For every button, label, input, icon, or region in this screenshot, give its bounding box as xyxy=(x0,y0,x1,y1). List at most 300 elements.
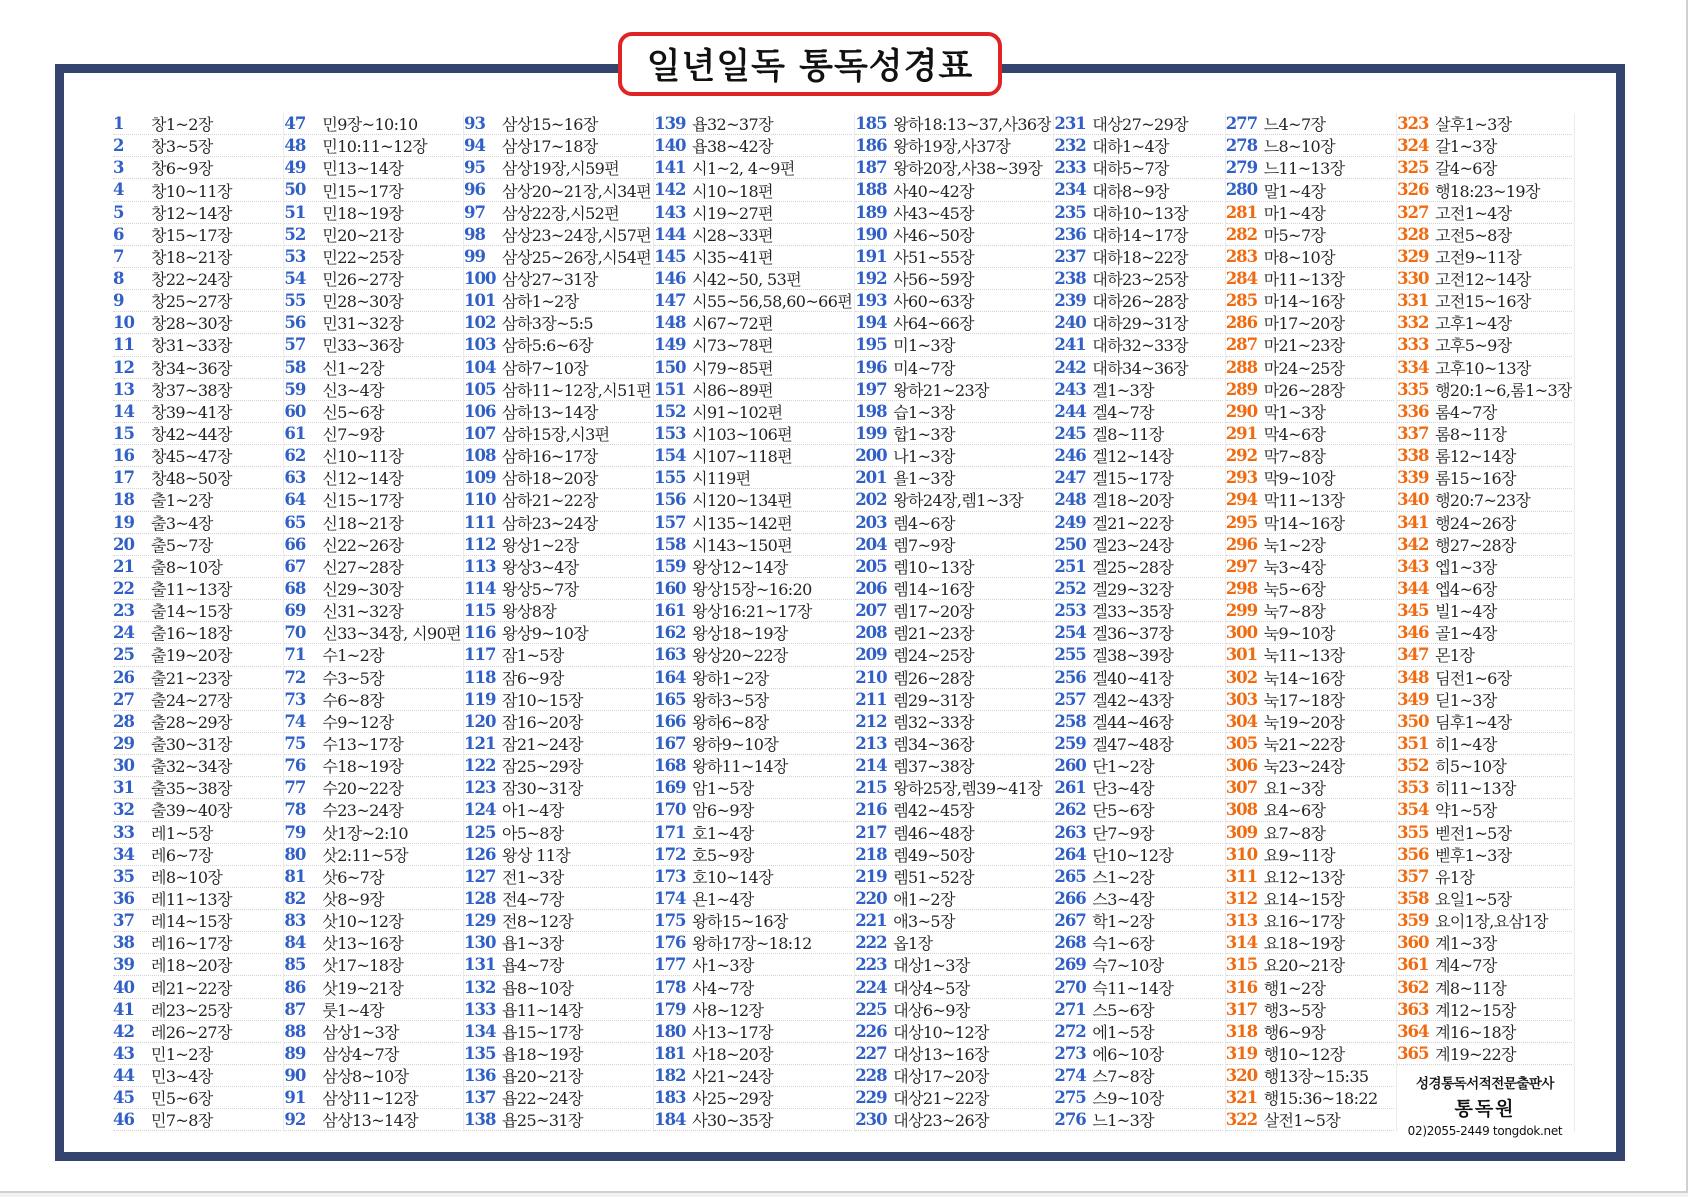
day-number: 217 xyxy=(855,822,887,842)
day-entry xyxy=(1397,179,1572,201)
reading-range: 민13~14장 xyxy=(322,159,404,179)
reading-range: 삼하13~14장 xyxy=(502,402,598,422)
day-entry xyxy=(464,954,651,976)
reading-range: 사13~17장 xyxy=(692,1022,773,1042)
reading-range: 겔47~48장 xyxy=(1092,735,1174,755)
reading-range: 삼상27~31장 xyxy=(502,270,598,290)
day-entry xyxy=(1397,932,1572,954)
reading-range: 딤후1~4장 xyxy=(1435,712,1512,732)
reading-range: 레1~5장 xyxy=(151,823,213,843)
reading-range: 민10:11~12장 xyxy=(322,137,428,157)
plan-column xyxy=(113,113,284,1132)
day-entry xyxy=(654,534,852,556)
reading-range: 히1~4장 xyxy=(1435,735,1497,755)
day-number: 26 xyxy=(113,667,134,687)
day-number: 346 xyxy=(1397,623,1429,643)
day-entry xyxy=(464,932,651,954)
reading-range: 왕상20~22장 xyxy=(692,646,788,666)
reading-range: 출30~31장 xyxy=(151,735,232,755)
reading-range: 사43~45장 xyxy=(893,203,975,223)
day-entry xyxy=(284,755,461,777)
day-entry xyxy=(654,689,852,711)
day-number: 72 xyxy=(284,667,306,687)
day-number: 233 xyxy=(1054,158,1086,178)
day-number: 5 xyxy=(113,202,124,222)
day-entry xyxy=(855,954,1051,976)
day-number: 4 xyxy=(113,180,124,200)
day-entry xyxy=(855,224,1051,246)
reading-range: 요18~19장 xyxy=(1263,934,1345,954)
reading-range: 미1~3장 xyxy=(893,336,955,356)
reading-range: 레8~10장 xyxy=(151,867,223,887)
day-entry xyxy=(1054,999,1222,1021)
reading-range: 대상13~16장 xyxy=(893,1044,989,1064)
day-number: 138 xyxy=(464,1110,496,1130)
reading-range: 왕하19장,사37장 xyxy=(893,137,1011,157)
day-entry xyxy=(1054,467,1222,489)
reading-range: 렘21~23장 xyxy=(893,624,975,644)
day-number: 161 xyxy=(654,601,686,621)
reading-range: 레26~27장 xyxy=(151,1022,232,1042)
day-number: 364 xyxy=(1397,1021,1429,1041)
reading-range: 시119편 xyxy=(692,469,751,489)
reading-range: 대하10~13장 xyxy=(1092,203,1189,223)
day-number: 232 xyxy=(1054,136,1086,156)
reading-range: 왕하18:13~37,사36장 xyxy=(893,115,1052,135)
day-entry xyxy=(855,290,1051,312)
day-entry xyxy=(654,954,852,976)
day-number: 84 xyxy=(284,933,306,953)
day-entry xyxy=(464,290,651,312)
reading-range: 창22~24장 xyxy=(151,270,232,290)
reading-range: 민5~6장 xyxy=(151,1089,213,1109)
reading-range: 창45~47장 xyxy=(151,447,232,467)
reading-range: 출14~15장 xyxy=(151,602,232,622)
reading-range: 마8~10장 xyxy=(1263,247,1335,267)
day-entry xyxy=(1226,866,1394,888)
day-number: 174 xyxy=(654,888,686,908)
day-entry xyxy=(1226,999,1394,1021)
day-entry xyxy=(1226,1109,1394,1131)
day-entry xyxy=(654,268,852,290)
day-number: 189 xyxy=(855,202,887,222)
day-entry xyxy=(1397,755,1572,777)
day-number: 262 xyxy=(1054,800,1086,820)
reading-range: 시55~56,58,60~66편 xyxy=(692,292,853,312)
day-entry xyxy=(113,379,281,401)
day-entry xyxy=(855,622,1051,644)
day-number: 47 xyxy=(284,114,306,134)
day-entry xyxy=(654,157,852,179)
reading-range: 욥11~14장 xyxy=(502,1000,583,1020)
day-entry xyxy=(113,357,281,379)
reading-range: 스5~6장 xyxy=(1092,1000,1155,1020)
day-entry xyxy=(1226,157,1394,179)
day-number: 296 xyxy=(1225,534,1258,554)
reading-range: 창18~21장 xyxy=(151,247,232,267)
plan-column xyxy=(855,113,1054,1132)
reading-range: 사40~42장 xyxy=(893,181,975,201)
reading-range: 창34~36장 xyxy=(151,358,232,378)
day-number: 8 xyxy=(113,269,124,289)
day-number: 293 xyxy=(1225,468,1258,488)
day-entry xyxy=(464,179,651,201)
day-number: 279 xyxy=(1225,158,1258,178)
day-number: 306 xyxy=(1225,756,1258,776)
reading-range: 신1~2장 xyxy=(322,358,385,378)
plan-column xyxy=(284,113,464,1132)
day-entry xyxy=(654,932,852,954)
day-number: 129 xyxy=(464,911,496,931)
day-number: 298 xyxy=(1225,579,1258,599)
day-number: 349 xyxy=(1397,689,1429,709)
day-number: 150 xyxy=(654,357,686,377)
day-number: 97 xyxy=(464,202,485,222)
day-number: 144 xyxy=(654,224,686,244)
reading-range: 대하23~25장 xyxy=(1092,270,1189,290)
day-number: 156 xyxy=(654,490,686,510)
reading-range: 잠16~20장 xyxy=(502,712,583,732)
day-entry xyxy=(1054,268,1222,290)
reading-range: 나1~3장 xyxy=(893,447,955,467)
reading-range: 행6~9장 xyxy=(1263,1022,1326,1042)
day-number: 44 xyxy=(113,1066,134,1086)
day-number: 34 xyxy=(113,844,134,864)
day-number: 85 xyxy=(284,955,306,975)
day-number: 273 xyxy=(1054,1043,1086,1063)
day-entry xyxy=(284,866,461,888)
day-entry xyxy=(654,445,852,467)
day-number: 338 xyxy=(1397,446,1429,466)
reading-range: 겔42~43장 xyxy=(1092,690,1174,710)
reading-range: 아1~4장 xyxy=(502,801,564,821)
day-entry xyxy=(464,135,651,157)
day-entry xyxy=(1054,777,1222,799)
reading-range: 사8~12장 xyxy=(692,1000,764,1020)
day-number: 152 xyxy=(654,401,686,421)
day-entry xyxy=(1226,556,1394,578)
day-entry xyxy=(1226,401,1394,423)
day-entry xyxy=(464,312,651,334)
day-entry xyxy=(284,445,461,467)
plan-column xyxy=(1397,113,1575,1132)
day-number: 153 xyxy=(654,424,686,444)
day-number: 28 xyxy=(113,711,134,731)
day-entry xyxy=(284,290,461,312)
reading-range: 욥1~3장 xyxy=(502,934,564,954)
day-number: 328 xyxy=(1397,224,1429,244)
day-number: 243 xyxy=(1054,379,1086,399)
day-entry xyxy=(464,888,651,910)
day-entry xyxy=(1397,777,1572,799)
reading-range: 대상23~26장 xyxy=(893,1111,989,1131)
reading-range: 렘42~45장 xyxy=(893,801,975,821)
day-entry xyxy=(1226,467,1394,489)
reading-range: 계8~11장 xyxy=(1435,978,1507,998)
reading-range: 신27~28장 xyxy=(322,557,404,577)
reading-range: 욥22~24장 xyxy=(502,1089,583,1109)
reading-range: 신5~6장 xyxy=(322,402,385,422)
day-number: 227 xyxy=(855,1043,887,1063)
reading-range: 전4~7장 xyxy=(502,890,564,909)
day-entry xyxy=(654,622,852,644)
reading-range: 왕하3~5장 xyxy=(692,690,769,710)
reading-range: 눅9~10장 xyxy=(1263,624,1335,644)
reading-range: 출28~29장 xyxy=(151,712,232,732)
reading-range: 사64~66장 xyxy=(893,314,975,334)
day-number: 21 xyxy=(113,556,134,576)
day-number: 167 xyxy=(654,734,686,753)
reading-range: 벧전1~5장 xyxy=(1435,823,1512,843)
day-entry xyxy=(1226,334,1394,356)
day-number: 257 xyxy=(1054,689,1086,709)
reading-range: 겔36~37장 xyxy=(1092,624,1174,644)
day-number: 172 xyxy=(654,844,686,864)
reading-range: 단10~12장 xyxy=(1092,845,1174,865)
day-number: 344 xyxy=(1397,579,1429,599)
day-number: 206 xyxy=(855,579,887,599)
reading-range: 대상21~22장 xyxy=(893,1089,989,1109)
day-number: 365 xyxy=(1397,1043,1429,1063)
day-number: 106 xyxy=(464,401,496,421)
day-number: 160 xyxy=(654,579,686,599)
day-entry xyxy=(1226,644,1394,666)
day-entry xyxy=(1397,733,1572,755)
day-entry xyxy=(855,844,1051,866)
reading-range: 수9~12장 xyxy=(322,712,394,732)
day-number: 111 xyxy=(464,512,496,532)
day-number: 202 xyxy=(855,490,887,510)
reading-range: 렘4~6장 xyxy=(893,513,955,533)
reading-range: 행24~26장 xyxy=(1435,513,1516,533)
reading-range: 대상27~29장 xyxy=(1092,115,1189,135)
day-number: 201 xyxy=(855,468,887,488)
day-entry xyxy=(1226,932,1394,954)
day-number: 65 xyxy=(284,512,306,532)
day-number: 123 xyxy=(464,778,496,798)
day-number: 10 xyxy=(113,313,134,333)
day-number: 162 xyxy=(654,623,686,643)
reading-range: 창37~38장 xyxy=(151,380,232,400)
reading-range: 고전15~16장 xyxy=(1435,292,1531,312)
reading-range: 창25~27장 xyxy=(151,292,232,312)
day-number: 125 xyxy=(464,822,496,842)
day-number: 309 xyxy=(1225,822,1258,842)
day-number: 89 xyxy=(284,1043,306,1063)
day-entry xyxy=(1226,711,1394,733)
day-entry xyxy=(284,312,461,334)
reading-range: 민9장~10:10 xyxy=(322,115,418,135)
reading-range: 요1~3장 xyxy=(1263,779,1326,799)
day-number: 259 xyxy=(1054,734,1086,753)
day-number: 38 xyxy=(113,933,134,953)
day-entry xyxy=(855,534,1051,556)
reading-range: 삼하5:6~6장 xyxy=(502,336,593,356)
reading-range: 창6~9장 xyxy=(151,159,213,179)
day-number: 22 xyxy=(113,579,134,599)
day-entry xyxy=(1054,246,1222,268)
day-number: 278 xyxy=(1225,136,1258,156)
reading-range: 고전12~14장 xyxy=(1435,270,1531,290)
reading-range: 삿17~18장 xyxy=(322,956,404,976)
day-entry xyxy=(1226,224,1394,246)
day-number: 310 xyxy=(1225,844,1258,864)
day-entry xyxy=(1226,755,1394,777)
day-entry xyxy=(1397,910,1572,932)
day-number: 146 xyxy=(654,269,686,289)
day-entry xyxy=(654,334,852,356)
day-number: 108 xyxy=(464,446,496,466)
day-number: 235 xyxy=(1054,202,1086,222)
day-number: 290 xyxy=(1225,401,1258,421)
day-entry xyxy=(855,755,1051,777)
day-entry xyxy=(855,423,1051,445)
reading-range: 출21~23장 xyxy=(151,668,232,688)
day-entry xyxy=(284,1087,461,1109)
reading-range: 삼상8~10장 xyxy=(322,1067,409,1087)
day-number: 158 xyxy=(654,534,686,554)
reading-range: 민15~17장 xyxy=(322,181,404,201)
reading-range: 잠21~24장 xyxy=(502,735,583,755)
day-entry xyxy=(1054,357,1222,379)
reading-range: 시1~2, 4~9편 xyxy=(692,159,795,179)
reading-range: 살후1~3장 xyxy=(1435,115,1512,135)
day-entry xyxy=(1397,268,1572,290)
reading-range: 롬15~16장 xyxy=(1435,469,1516,489)
day-number: 3 xyxy=(113,158,124,178)
day-number: 24 xyxy=(113,623,134,643)
day-entry xyxy=(654,578,852,600)
reading-range: 학1~2장 xyxy=(1092,912,1155,932)
reading-range: 고전9~11장 xyxy=(1435,247,1522,267)
day-number: 283 xyxy=(1225,246,1258,266)
day-entry xyxy=(1397,1021,1572,1043)
day-entry xyxy=(855,556,1051,578)
day-entry xyxy=(1054,667,1222,689)
day-entry xyxy=(464,157,651,179)
day-entry xyxy=(1226,312,1394,334)
day-number: 304 xyxy=(1225,711,1258,731)
day-entry xyxy=(654,1087,852,1109)
reading-range: 출24~27장 xyxy=(151,690,232,710)
day-number: 190 xyxy=(855,224,887,244)
day-number: 277 xyxy=(1225,114,1258,134)
day-entry xyxy=(1054,622,1222,644)
day-number: 207 xyxy=(855,601,887,621)
day-entry xyxy=(1054,157,1222,179)
reading-range: 삼하7~10장 xyxy=(502,358,589,378)
reading-range: 삼상1~3장 xyxy=(322,1022,399,1042)
day-number: 312 xyxy=(1225,888,1258,908)
day-number: 362 xyxy=(1397,977,1429,997)
day-entry xyxy=(1397,954,1572,976)
day-entry xyxy=(1226,689,1394,711)
reading-range: 마21~23장 xyxy=(1263,336,1345,356)
day-entry xyxy=(654,910,852,932)
day-number: 238 xyxy=(1054,269,1086,289)
day-entry xyxy=(464,689,651,711)
reading-range: 삿19~21장 xyxy=(322,978,404,998)
day-number: 286 xyxy=(1225,313,1258,333)
reading-range: 민26~27장 xyxy=(322,270,404,290)
day-entry xyxy=(855,689,1051,711)
reading-range: 대하18~22장 xyxy=(1092,247,1189,267)
reading-range: 렘37~38장 xyxy=(893,757,975,777)
day-entry xyxy=(284,246,461,268)
day-number: 45 xyxy=(113,1088,134,1108)
reading-range: 에6~10장 xyxy=(1092,1044,1164,1064)
day-entry xyxy=(1054,822,1222,844)
day-number: 352 xyxy=(1397,756,1429,776)
day-entry xyxy=(855,799,1051,821)
day-number: 361 xyxy=(1397,955,1429,975)
reading-range: 막11~13장 xyxy=(1263,491,1345,511)
day-entry xyxy=(464,976,651,998)
day-entry xyxy=(113,1043,281,1065)
day-entry xyxy=(464,733,651,755)
day-number: 55 xyxy=(284,291,306,311)
day-number: 25 xyxy=(113,645,134,665)
day-entry xyxy=(654,401,852,423)
day-number: 205 xyxy=(855,556,887,576)
day-entry xyxy=(113,202,281,224)
reading-range: 룻1~4장 xyxy=(322,1000,385,1020)
reading-range: 삼상25~26장,시54편 xyxy=(502,247,652,267)
reading-range: 갈1~3장 xyxy=(1435,137,1497,157)
day-entry xyxy=(1397,224,1572,246)
reading-range: 계1~3장 xyxy=(1435,934,1497,954)
day-entry xyxy=(113,755,281,777)
day-entry xyxy=(1397,866,1572,888)
day-entry xyxy=(284,1109,461,1131)
reading-range: 엡1~3장 xyxy=(1435,557,1497,577)
day-number: 16 xyxy=(113,446,134,466)
day-number: 90 xyxy=(284,1066,306,1086)
day-entry xyxy=(1397,113,1572,135)
day-number: 117 xyxy=(464,645,496,665)
day-number: 318 xyxy=(1225,1021,1258,1041)
reading-range: 렘24~25장 xyxy=(893,646,975,666)
day-number: 104 xyxy=(464,357,496,377)
day-number: 225 xyxy=(855,999,887,1019)
day-entry xyxy=(113,556,281,578)
day-number: 215 xyxy=(855,778,887,798)
reading-range: 왕상5~7장 xyxy=(502,580,579,600)
day-number: 198 xyxy=(855,401,887,421)
day-number: 52 xyxy=(284,224,306,244)
day-number: 213 xyxy=(855,734,887,753)
day-number: 270 xyxy=(1054,977,1086,997)
reading-range: 시19~27편 xyxy=(692,203,773,223)
day-number: 73 xyxy=(284,689,306,709)
day-entry xyxy=(1054,1043,1222,1065)
day-number: 303 xyxy=(1225,689,1258,709)
day-number: 40 xyxy=(113,977,134,997)
day-number: 68 xyxy=(284,579,306,599)
reading-range: 애1~2장 xyxy=(893,890,955,909)
reading-range: 행13장~15:35 xyxy=(1263,1067,1369,1087)
day-entry xyxy=(284,777,461,799)
day-entry xyxy=(464,1065,651,1087)
day-entry xyxy=(654,644,852,666)
day-entry xyxy=(654,799,852,821)
day-number: 92 xyxy=(284,1110,306,1130)
day-entry xyxy=(654,246,852,268)
day-entry xyxy=(1054,689,1222,711)
day-entry xyxy=(654,755,852,777)
day-entry xyxy=(855,910,1051,932)
reading-range: 대하5~7장 xyxy=(1092,159,1169,179)
